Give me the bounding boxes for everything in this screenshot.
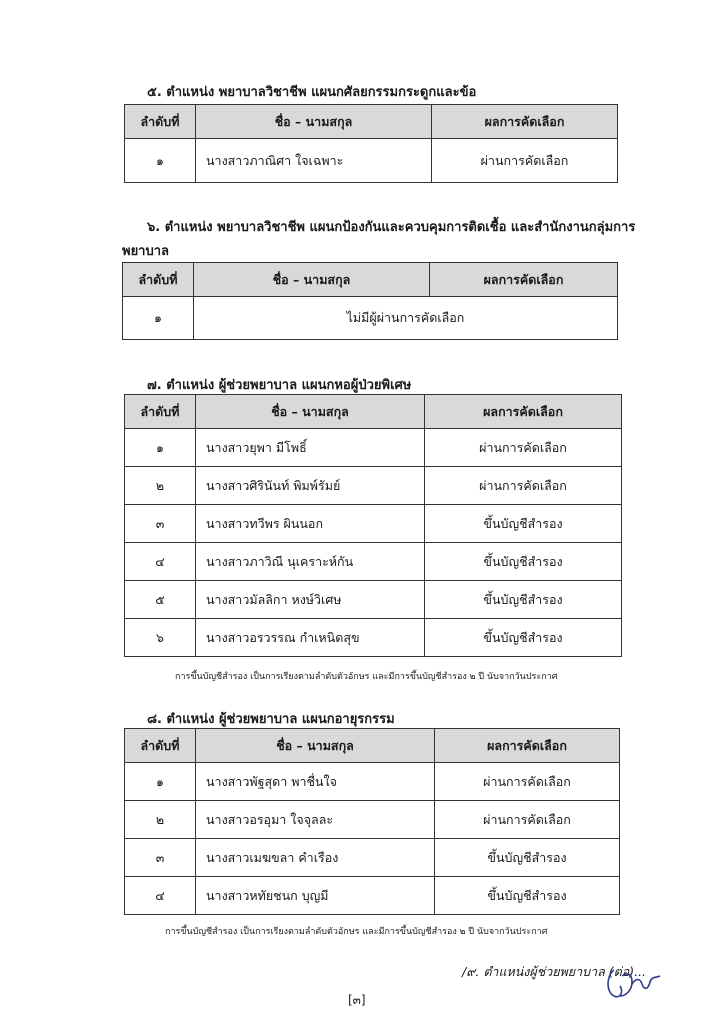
section-6-title-line2: พยาบาล [122, 244, 170, 259]
row-number: ๒ [125, 801, 196, 839]
header-name: ชื่อ – นามสกุล [196, 729, 435, 763]
row-result: ผ่านการคัดเลือก [435, 801, 620, 839]
no-qualified-candidates: ไม่มีผู้ผ่านการคัดเลือก [194, 297, 618, 340]
row-name: นางสาวพัฐสุดา พาชื่นใจ [196, 763, 435, 801]
table-row [125, 543, 622, 581]
header-result: ผลการคัดเลือก [432, 105, 618, 139]
row-number: ๖ [125, 619, 196, 657]
table-row [125, 877, 620, 915]
table-row [125, 619, 622, 657]
table-row [125, 801, 620, 839]
header-order: ลำดับที่ [125, 729, 196, 763]
section-8-title: ๘. ตำแหน่ง ผู้ช่วยพยาบาล แผนกอายุรกรรม [147, 712, 395, 727]
table-row [125, 429, 622, 467]
table-header-row [123, 263, 618, 297]
table-header-row [125, 395, 622, 429]
row-result: ผ่านการคัดเลือก [425, 467, 622, 505]
header-order: ลำดับที่ [125, 395, 196, 429]
row-name: นางสาวภาวิณี นุเคราะห์กัน [196, 543, 425, 581]
table-header-row [125, 729, 620, 763]
row-name: นางสาวอรอุมา ใจจุลละ [196, 801, 435, 839]
table-row [125, 581, 622, 619]
header-name: ชื่อ – นามสกุล [194, 263, 430, 297]
row-number: ๑ [125, 429, 196, 467]
row-number: ๑ [123, 297, 194, 340]
section-8-table [124, 728, 620, 915]
row-result: ขึ้นบัญชีสำรอง [425, 505, 622, 543]
row-name: นางสาวอรวรรณ กำเหนิดสุข [196, 619, 425, 657]
section-5-title: ๕. ตำแหน่ง พยาบาลวิชาชีพ แผนกศัลยกรรมกระดูกและข้อ [147, 85, 477, 100]
reserve-list-note: การขึ้นบัญชีสำรอง เป็นการเรียงตามลำดับตัวอักษร และมีการขึ้นบัญชีสำรอง ๒ ปี นับจากวันประกาศ [165, 927, 548, 937]
row-result: ผ่านการคัดเลือก [425, 429, 622, 467]
reserve-list-note: การขึ้นบัญชีสำรอง เป็นการเรียงตามลำดับตัวอักษร และมีการขึ้นบัญชีสำรอง ๒ ปี นับจากวันประกาศ [175, 672, 558, 682]
row-result: ผ่านการคัดเลือก [432, 139, 618, 183]
table-header-row [125, 105, 618, 139]
section-6-table [122, 262, 618, 340]
row-number: ๕ [125, 581, 196, 619]
row-number: ๔ [125, 877, 196, 915]
section-7-table [124, 394, 622, 657]
row-result: ขึ้นบัญชีสำรอง [425, 581, 622, 619]
row-result: ขึ้นบัญชีสำรอง [435, 877, 620, 915]
row-number: ๑ [125, 763, 196, 801]
row-number: ๓ [125, 839, 196, 877]
table-row [125, 505, 622, 543]
row-result: ขึ้นบัญชีสำรอง [425, 543, 622, 581]
row-number: ๑ [125, 139, 196, 183]
row-name: นางสาวหทัยชนก บุญมี [196, 877, 435, 915]
page-number: [๓] [348, 993, 366, 1007]
row-result: ขึ้นบัญชีสำรอง [425, 619, 622, 657]
row-name: นางสาวภาณิศา ใจเฉพาะ [196, 139, 432, 183]
table-row [123, 297, 618, 340]
row-name: นางสาวศิรินันท์ พิมพ์รัมย์ [196, 467, 425, 505]
table-row [125, 839, 620, 877]
section-6-title-line1: ๖. ตำแหน่ง พยาบาลวิชาชีพ แผนกป้องกันและควบคุมการติดเชื้อ และสำนักงานกลุ่มการ [147, 220, 636, 235]
header-order: ลำดับที่ [125, 105, 196, 139]
row-name: นางสาวทวีพร ผินนอก [196, 505, 425, 543]
header-name: ชื่อ – นามสกุล [196, 395, 425, 429]
row-name: นางสาวเมฆขลา คำเรือง [196, 839, 435, 877]
header-result: ผลการคัดเลือก [435, 729, 620, 763]
table-row [125, 467, 622, 505]
signature-image [602, 962, 664, 1002]
table-row [125, 763, 620, 801]
row-number: ๒ [125, 467, 196, 505]
header-name: ชื่อ – นามสกุล [196, 105, 432, 139]
section-7-title: ๗. ตำแหน่ง ผู้ช่วยพยาบาล แผนกหอผู้ป่วยพิเศษ [147, 378, 412, 393]
header-result: ผลการคัดเลือก [425, 395, 622, 429]
continuation-text: /๙. ตำแหน่งผู้ช่วยพยาบาล (ต่อ)... [462, 964, 647, 979]
section-5-table [124, 104, 618, 183]
table-row [125, 139, 618, 183]
row-number: ๓ [125, 505, 196, 543]
row-result: ขึ้นบัญชีสำรอง [435, 839, 620, 877]
header-result: ผลการคัดเลือก [430, 263, 618, 297]
row-result: ผ่านการคัดเลือก [435, 763, 620, 801]
row-name: นางสาวมัลลิกา หงษ์วิเศษ [196, 581, 425, 619]
row-number: ๔ [125, 543, 196, 581]
header-order: ลำดับที่ [123, 263, 194, 297]
row-name: นางสาวยุพา มีโพธิ์ [196, 429, 425, 467]
